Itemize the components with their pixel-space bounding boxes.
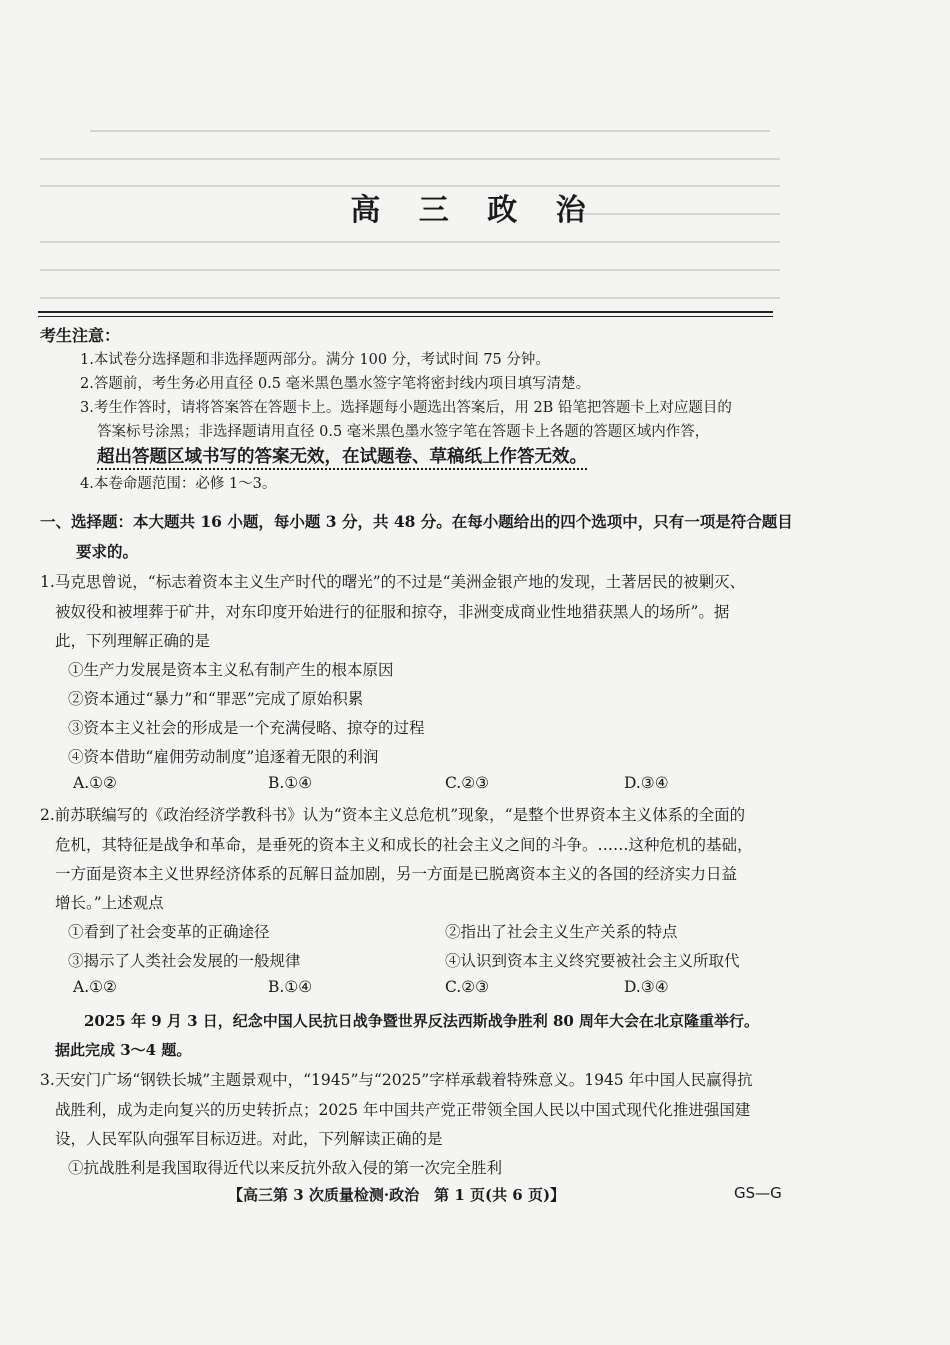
notice-item-3-cont: 答案标号涂黑；非选择题请用直径 0.5 毫米黑色墨水签字笔在答题卡上各题的答题区域内作答，: [97, 424, 710, 440]
q1-option-a: A.①②: [73, 774, 117, 792]
q2-stem-line-2: 危机，其特征是战争和革命，是垂死的资本主义和成长的社会主义之间的斗争。……这种危机的基础，: [55, 836, 753, 854]
q2-stem-line-3: 一方面是资本主义世界经济体系的瓦解日益加剧，另一方面是已脱离资本主义的各国的经济实力日益: [55, 865, 738, 883]
q2-item-1: ①看到了社会变革的正确途径: [68, 923, 270, 941]
q1-stem-line-2: 被奴役和被埋葬于矿井，对东印度开始进行的征服和掠夺，非洲变成商业性地猎获黑人的场所”。据: [55, 603, 730, 621]
notice-item-3: 3.考生作答时，请将答案答在答题卡上。选择题每小题选出答案后，用 2B 铅笔把答题卡上对应题目的: [80, 400, 732, 416]
q3-item-1: ①抗战胜利是我国取得近代以来反抗外敌入侵的第一次完全胜利: [68, 1159, 503, 1177]
q1-item-1: ①生产力发展是资本主义私有制产生的根本原因: [68, 661, 394, 679]
header-rule: [38, 311, 773, 313]
notice-heading: 考生注意：: [40, 326, 121, 345]
q2-item-4: ④认识到资本主义终究要被社会主义所取代: [445, 952, 740, 970]
q1-stem-line-3: 此，下列理解正确的是: [55, 632, 211, 650]
q2-option-d: D.③④: [624, 978, 669, 996]
notice-item-1: 1.本试卷分选择题和非选择题两部分。满分 100 分，考试时间 75 分钟。: [80, 352, 550, 368]
q1-item-3: ③资本主义社会的形成是一个充满侵略、掠夺的过程: [68, 719, 425, 737]
q1-item-2: ②资本通过“暴力”和“罪恶”完成了原始积累: [68, 690, 364, 708]
q1-option-b: B.①④: [268, 774, 313, 792]
q2-stem-line-4: 增长。”上述观点: [55, 894, 164, 912]
q1-item-4: ④资本借助“雇佣劳动制度”追逐着无限的利润: [68, 748, 379, 766]
q1-stem-line-1: 1.马克思曾说，“标志着资本主义生产时代的曙光”的不过是“美洲金银产地的发现，土著居民的被剿灭、: [40, 573, 746, 591]
page-title: 高 三 政 治: [350, 193, 600, 228]
q2-stem-line-1: 2.前苏联编写的《政治经济学教科书》认为“资本主义总危机”现象，“是整个世界资本主义体系的全面的: [40, 806, 746, 824]
group-intro-line-2: 据此完成 3～4 题。: [55, 1041, 192, 1059]
group-intro-line-1: 2025 年 9 月 3 日，纪念中国人民抗日战争暨世界反法西斯战争胜利 80 周年大会在北京隆重举行。: [84, 1012, 760, 1030]
q3-stem-line-2: 战胜利，成为走向复兴的历史转折点；2025 年中国共产党正带领全国人民以中国式现代化推进强国建: [55, 1101, 751, 1119]
header-rule-thin: [38, 316, 773, 317]
q1-option-d: D.③④: [624, 774, 669, 792]
q3-stem-line-1: 3.天安门广场“钢铁长城”主题景观中，“1945”与“2025”字样承载着特殊意义。1945 年中国人民赢得抗: [40, 1071, 753, 1089]
notice-item-4: 4.本卷命题范围：必修 1～3。: [80, 476, 277, 492]
q1-option-c: C.②③: [445, 774, 490, 792]
q2-option-c: C.②③: [445, 978, 490, 996]
page-footer: 【高三第 3 次质量检测·政治 第 1 页(共 6 页)】: [228, 1186, 566, 1204]
q2-option-a: A.①②: [73, 978, 117, 996]
q3-stem-line-3: 设，人民军队向强军目标迈进。对此，下列解读正确的是: [55, 1130, 443, 1148]
q2-item-3: ③揭示了人类社会发展的一般规律: [68, 952, 301, 970]
q2-option-b: B.①④: [268, 978, 313, 996]
q2-item-2: ②指出了社会主义生产关系的特点: [445, 923, 678, 941]
section-heading-cont: 要求的。: [76, 542, 139, 561]
notice-item-2: 2.答题前，考生务必用直径 0.5 毫米黑色墨水签字笔将密封线内项目填写清楚。: [80, 376, 591, 392]
notice-item-3-emphasis: 超出答题区域书写的答案无效，在试题卷、草稿纸上作答无效。: [97, 447, 587, 467]
paper-code: GS—G: [734, 1184, 782, 1202]
show-through-background: [0, 0, 950, 300]
section-heading: 一、选择题：本大题共 16 小题，每小题 3 分，共 48 分。在每小题给出的四个选项中，只有一项是符合题目: [40, 512, 793, 531]
